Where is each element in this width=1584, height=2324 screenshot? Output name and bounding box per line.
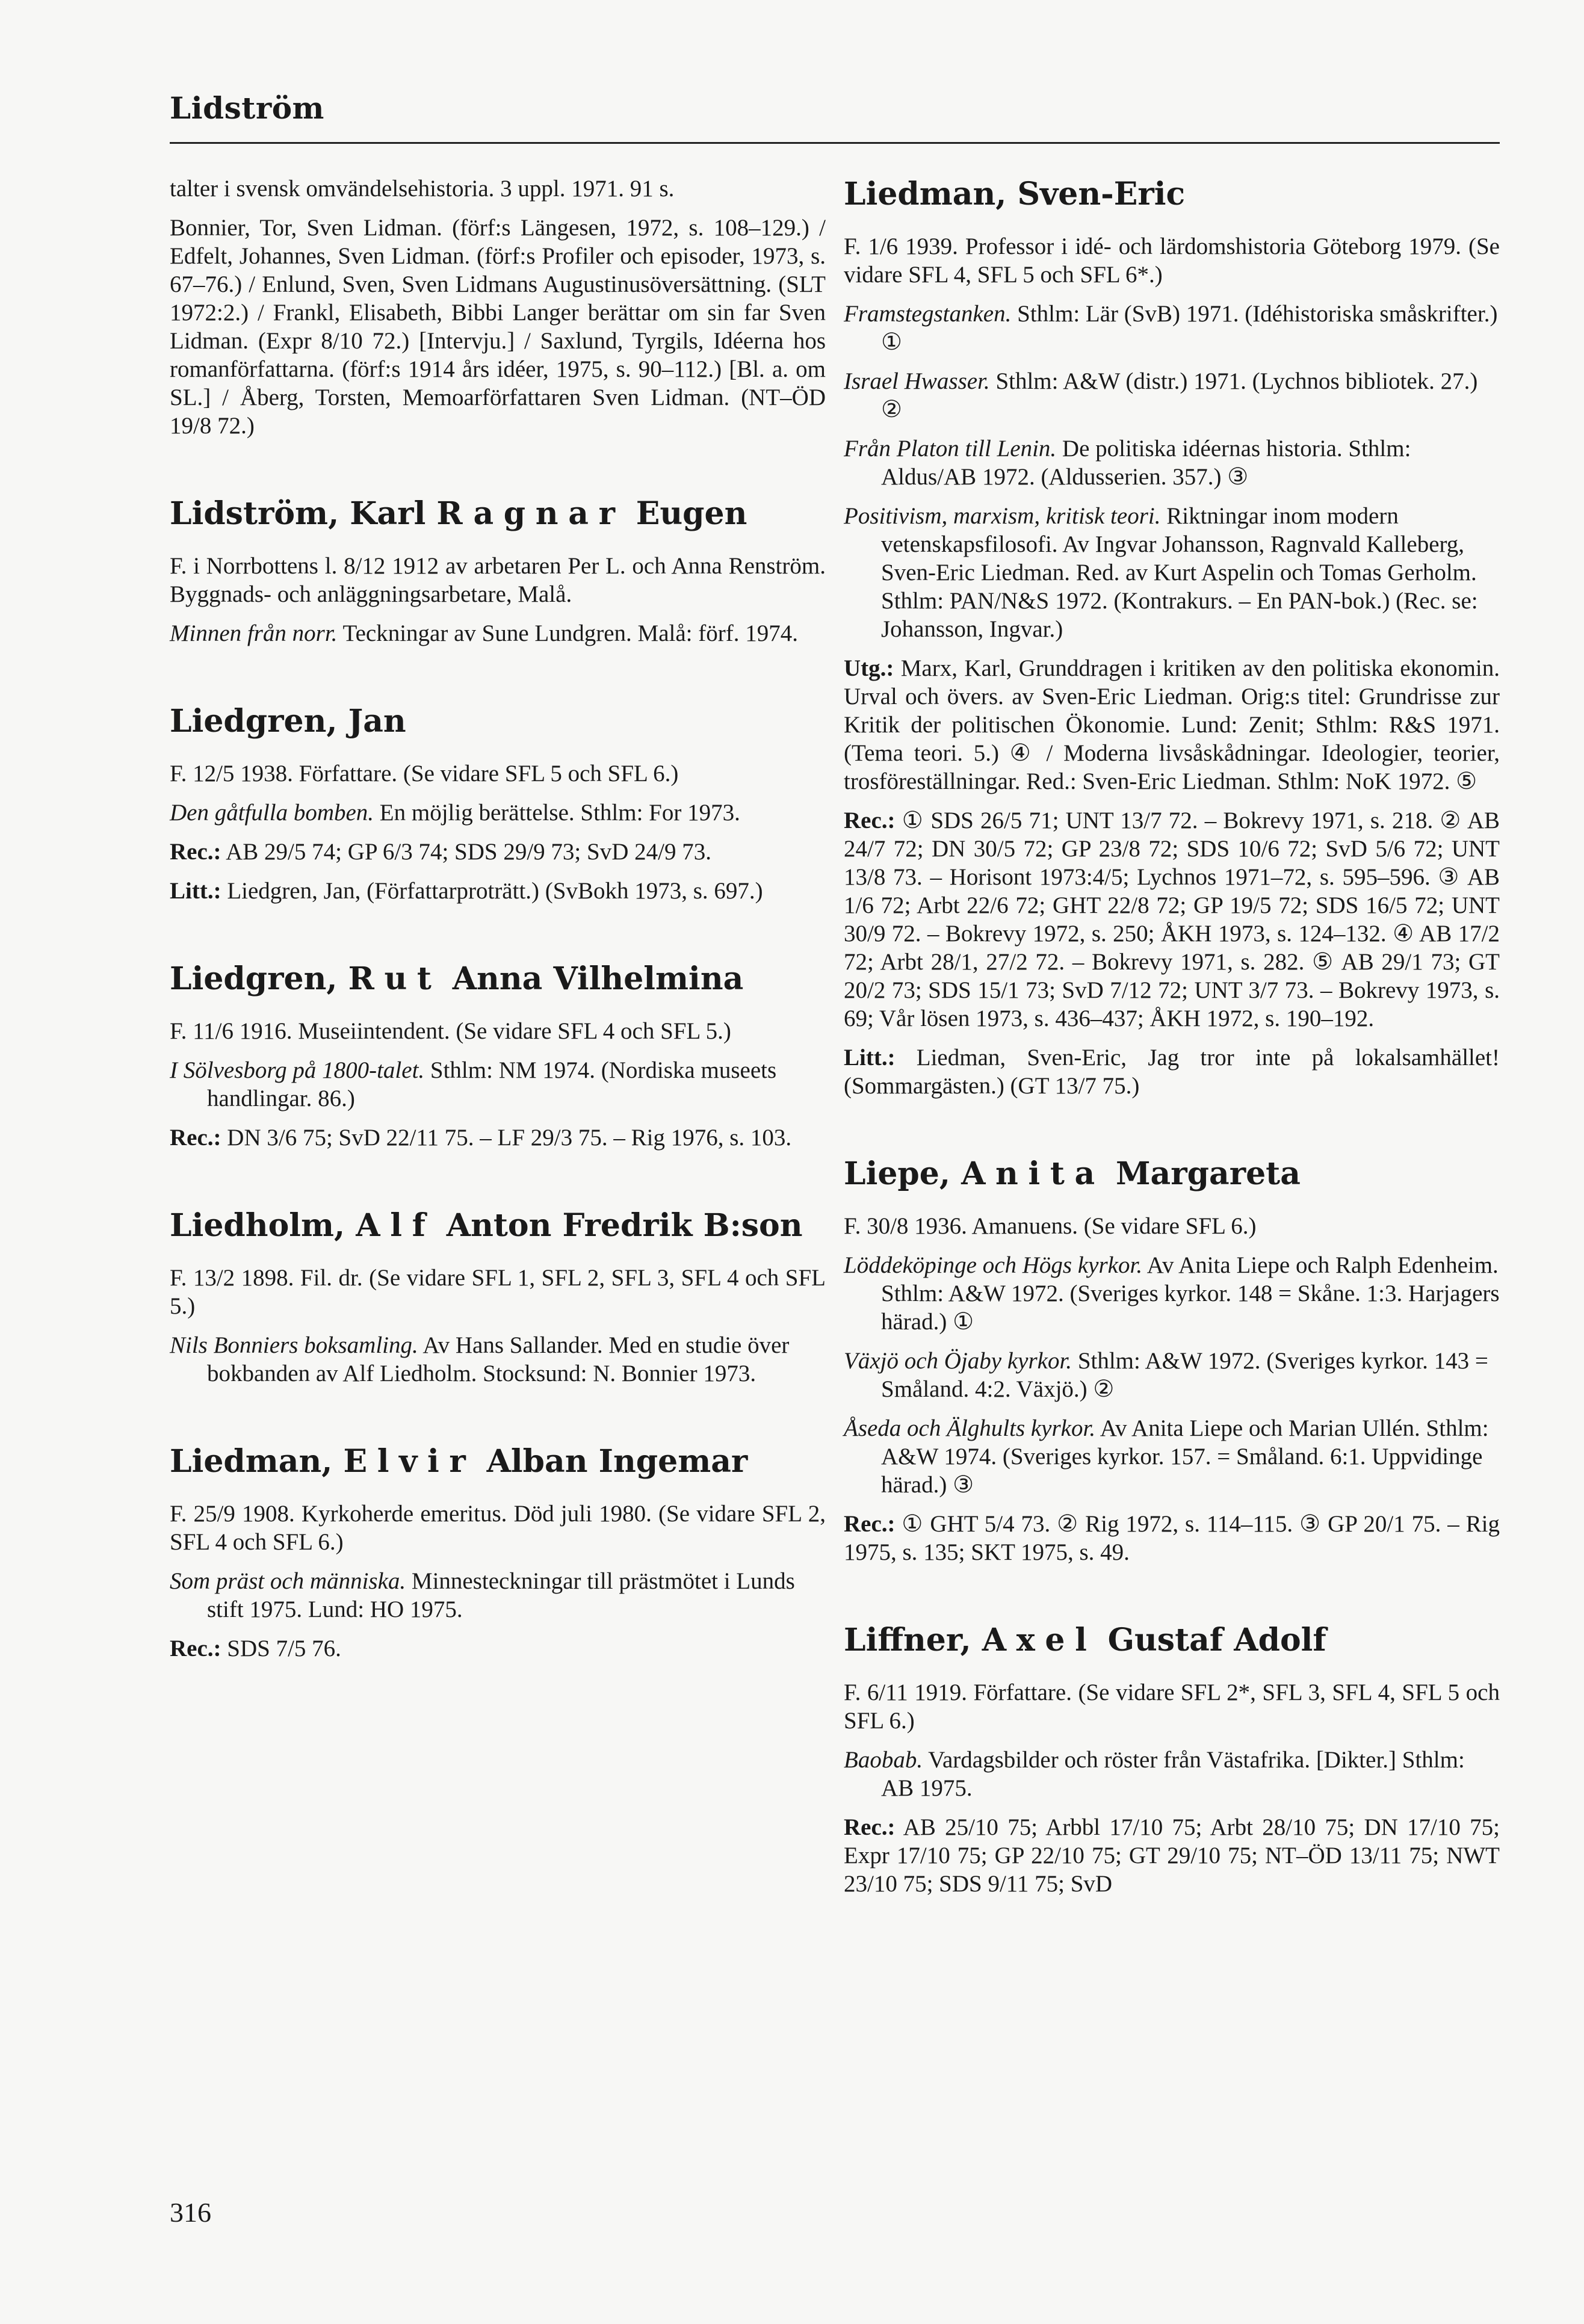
left-column xyxy=(170,175,826,1673)
name-part: Liedman, Sven-Eric xyxy=(844,176,1186,212)
name-part: Liffner, xyxy=(844,1622,982,1658)
work-item xyxy=(844,367,1500,424)
entry-bio: F. 11/6 1916. Museiintendent. (Se vidare SFL 4 och SFL 5.) xyxy=(170,1018,731,1044)
entry-heading xyxy=(170,494,826,534)
entry-liedman-sven-eric xyxy=(844,175,1500,1100)
name-part: Liepe, xyxy=(844,1155,962,1192)
name-part: Liedman, xyxy=(170,1443,344,1480)
running-head: Lidström xyxy=(170,90,324,126)
reviews-text: AB 25/10 75; Arbbl 17/10 75; Arbt 28/10 75; DN 17/10 75; Expr 17/10 75; GP 22/10 75; GT 29/10 75; NT–ÖD 13/11 75; NWT 23/10 75; SDS 9/11 75; SvD xyxy=(844,1814,1500,1897)
work-details: Sthlm: NM 1974. (Nordiska museets handlingar. 86.) xyxy=(207,1057,777,1111)
work-title: Växjö och Öjaby kyrkor. xyxy=(844,1348,1072,1374)
literature-text: Liedgren, Jan, (Författarproträtt.) (SvBokh 1973, s. 697.) xyxy=(221,878,763,904)
reviews xyxy=(844,1813,1500,1898)
literature-label: Litt.: xyxy=(844,1045,896,1071)
reviews-label: Rec.: xyxy=(170,839,221,865)
work-title: Nils Bonniers boksamling. xyxy=(170,1332,418,1358)
reviews xyxy=(170,838,826,866)
entry-heading xyxy=(844,175,1500,214)
entry-bio: F. 25/9 1908. Kyrkoherde emeritus. Död juli 1980. (Se vidare SFL 2, SFL 4 och SFL 6.) xyxy=(170,1501,826,1555)
reviews-label: Rec.: xyxy=(844,1814,896,1840)
work-details: Av Anita Liepe och Marian Ullén. Sthlm: A&W 1974. (Sveriges kyrkor. 157. = Småland. 6:1. Uppvidinge härad.) ③ xyxy=(881,1415,1489,1498)
work-title: Minnen från norr. xyxy=(170,620,338,646)
work-title: Åseda och Älghults kyrkor. xyxy=(844,1415,1096,1441)
reviews-text: AB 29/5 74; GP 6/3 74; SDS 29/9 73; SvD 24/9 73. xyxy=(221,839,711,865)
work-title: Positivism, marxism, kritisk teori. xyxy=(844,503,1161,529)
work-title: I Sölvesborg på 1800-talet. xyxy=(170,1057,425,1083)
header-rule xyxy=(170,142,1500,144)
work-item xyxy=(170,1331,826,1388)
entry-liepe-anita xyxy=(844,1154,1500,1566)
name-part: Margareta xyxy=(1104,1155,1301,1192)
work-item xyxy=(170,799,826,827)
work-title: Löddeköpinge och Högs kyrkor. xyxy=(844,1252,1143,1278)
reviews-text: ① SDS 26/5 71; UNT 13/7 72. – Bokrevy 1971, s. 218. ② AB 24/7 72; DN 30/5 72; GP 23/8 72; SDS 10/6 72; SvD 5/6 72; UNT 13/8 73. – Horisont 1973:4/5; Lychnos 1971–72, s. 595–596. ③ AB 1/6 72; Arbt 22/6 72; GHT 22/8 72; GP 19/5 72; SDS 16/5 72; UNT 30/9 72. – Bokrevy 1972, s. 250; ÅKH 1973, s. 124–132. ④ AB 17/2 72; Arbt 28/1, 27/2 72. – Bokrevy 1971, s. 282. ⑤ AB 29/1 73; GT 20/2 73; SDS 15/1 73; SvD 7/12 72; UNT 3/7 73. – Bokrevy 1973, s. 69; Vår lösen 1973, s. 436–437; ÅKH 1972, s. 190–192. xyxy=(844,808,1500,1031)
work-title: Den gåtfulla bomben. xyxy=(170,800,374,826)
work-title: Från Platon till Lenin. xyxy=(844,436,1057,462)
reviews-text: DN 3/6 75; SvD 22/11 75. – LF 29/3 75. – Rig 1976, s. 103. xyxy=(221,1125,792,1151)
entry-heading xyxy=(170,702,826,741)
reviews xyxy=(170,1634,826,1663)
right-column xyxy=(844,175,1500,1909)
editions-text: Marx, Karl, Grunddragen i kritiken av den politiska ekonomin. Urval och övers. av Sven-Eric Liedman. Orig:s titel: Grundrisse zur Kritik der politischen Ökonomie. Lund: Zenit; Sthlm: R&S 1971. (Tema teori. 5.) ④ / Moderna livsåskådningar. Ideologier, teorier, trosföreställningar. Red.: Sven-Eric Liedman. Sthlm: NoK 1972. ⑤ xyxy=(844,655,1500,794)
work-title: Israel Hwasser. xyxy=(844,368,990,394)
entry-liffner-axel xyxy=(844,1621,1500,1898)
entry-bio: F. 12/5 1938. Författare. (Se vidare SFL 5 och SFL 6.) xyxy=(170,761,679,787)
work-item xyxy=(844,502,1500,643)
entry-bio: F. 13/2 1898. Fil. dr. (Se vidare SFL 1, SFL 2, SFL 3, SFL 4 och SFL 5.) xyxy=(170,1265,826,1319)
continuation-entry xyxy=(170,175,826,440)
reviews-text: SDS 7/5 76. xyxy=(221,1636,341,1661)
work-details: Av Hans Sallander. Med en studie över bokbanden av Alf Liedholm. Stocksund: N. Bonnier 1973. xyxy=(207,1332,790,1386)
entry-heading xyxy=(170,1206,826,1246)
reviews xyxy=(844,1510,1500,1566)
name-part: Anna Vilhelmina xyxy=(441,960,744,997)
work-details: Sthlm: A&W (distr.) 1971. (Lychnos bibliotek. 27.) ② xyxy=(881,368,1478,422)
continuation-line: Bonnier, Tor, Sven Lidman. (förf:s Längesen, 1972, s. 108–129.) / Edfelt, Johannes, Sven Lidman. (förf:s Profiler och episoder, 1973, s. 67–76.) / Enlund, Sven, Sven Lidmans Augustinusöversättning. (SLT 1972:2.) / Frankl, Elisabeth, Bibbi Langer berättar om sin far Sven Lidman. (Expr 8/10 72.) [Intervju.] / Saxlund, Tyrgils, Idéerna hos romanförfattarna. (förf:s 1914 års idéer, 1975, s. 90–112.) [Bl. a. om SL.] / Åberg, Torsten, Memoarförfattaren Sven Lidman. (NT–ÖD 19/8 72.) xyxy=(170,215,826,439)
work-details: Riktningar inom modern vetenskapsfilosofi. Av Ingvar Johansson, Ragnvald Kalleberg, Sven-Eric Liedman. Red. av Kurt Aspelin och Tomas Gerholm. Sthlm: PAN/N&S 1972. (Kontrakurs. – En PAN-bok.) (Rec. se: Johansson, Ingvar.) xyxy=(881,503,1478,642)
page-number: 316 xyxy=(170,2197,211,2228)
work-details: Minnesteckningar till prästmötet i Lunds stift 1975. Lund: HO 1975. xyxy=(207,1568,795,1622)
editions xyxy=(844,654,1500,796)
name-part-spaced: Alf xyxy=(356,1207,436,1244)
entry-liedman-elvir xyxy=(170,1442,826,1663)
work-item xyxy=(844,434,1500,491)
work-details: Vardagsbilder och röster från Västafrika. [Dikter.] Sthlm: AB 1975. xyxy=(881,1747,1465,1801)
name-part: Liedgren, Jan xyxy=(170,703,406,740)
name-part: Anton Fredrik B:son xyxy=(435,1207,803,1244)
work-item xyxy=(844,1746,1500,1802)
name-part: Alban Ingemar xyxy=(475,1443,748,1480)
entry-heading xyxy=(844,1621,1500,1660)
name-part: Lidström, Karl xyxy=(170,495,437,532)
continuation-line: talter i svensk omvändelsehistoria. 3 uppl. 1971. 91 s. xyxy=(170,176,675,202)
reviews-label: Rec.: xyxy=(170,1125,221,1151)
entry-heading xyxy=(844,1154,1500,1194)
reviews-label: Rec.: xyxy=(844,808,896,833)
name-part-spaced: Ragnar xyxy=(436,495,625,532)
work-title: Som präst och människa. xyxy=(170,1568,406,1594)
work-item xyxy=(844,1347,1500,1403)
work-item xyxy=(844,1251,1500,1336)
entry-bio: F. 30/8 1936. Amanuens. (Se vidare SFL 6.) xyxy=(844,1213,1257,1239)
entry-liedholm-alf xyxy=(170,1206,826,1388)
name-part-spaced: Anita xyxy=(961,1155,1105,1192)
work-item xyxy=(844,300,1500,356)
name-part-spaced: Rut xyxy=(348,960,442,997)
name-part-spaced: Elvir xyxy=(343,1443,476,1480)
work-details: Sthlm: Lär (SvB) 1971. (Idéhistoriska småskrifter.) ① xyxy=(881,301,1498,355)
literature xyxy=(844,1043,1500,1100)
literature xyxy=(170,877,826,905)
entry-bio: F. 6/11 1919. Författare. (Se vidare SFL 2*, SFL 3, SFL 4, SFL 5 och SFL 6.) xyxy=(844,1680,1500,1734)
entry-heading xyxy=(170,959,826,999)
work-title: Baobab. xyxy=(844,1747,923,1773)
entry-bio: F. i Norrbottens l. 8/12 1912 av arbetaren Per L. och Anna Renström. Byggnads- och anläggningsarbetare, Malå. xyxy=(170,553,826,607)
work-details: Sthlm: A&W 1972. (Sveriges kyrkor. 143 = Småland. 4:2. Växjö.) ② xyxy=(881,1348,1488,1402)
name-part: Liedgren, xyxy=(170,960,348,997)
editions-label: Utg.: xyxy=(844,655,894,681)
name-part: Gustaf Adolf xyxy=(1097,1622,1326,1658)
work-details: Av Anita Liepe och Ralph Edenheim. Sthlm: A&W 1972. (Sveriges kyrkor. 148 = Skåne. 1:3. Harjagers härad.) ① xyxy=(881,1252,1500,1335)
work-item xyxy=(170,1567,826,1624)
name-part: Liedholm, xyxy=(170,1207,356,1244)
entry-lidstrom-karl xyxy=(170,494,826,647)
work-details: Teckningar av Sune Lundgren. Malå: förf. 1974. xyxy=(337,620,798,646)
work-item xyxy=(844,1414,1500,1499)
entry-liedgren-jan xyxy=(170,702,826,905)
name-part-spaced: Axel xyxy=(982,1622,1097,1658)
name-part: Eugen xyxy=(625,495,747,532)
work-title: Framstegstanken. xyxy=(844,301,1012,327)
work-details: En möjlig berättelse. Sthlm: For 1973. xyxy=(374,800,740,826)
work-item xyxy=(170,619,826,647)
reviews xyxy=(170,1123,826,1152)
entry-heading xyxy=(170,1442,826,1482)
reviews-label: Rec.: xyxy=(844,1511,896,1537)
work-details: De politiska idéernas historia. Sthlm: Aldus/AB 1972. (Aldusserien. 357.) ③ xyxy=(881,436,1411,490)
entry-bio: F. 1/6 1939. Professor i idé- och lärdomshistoria Göteborg 1979. (Se vidare SFL 4, SFL 5 och SFL 6*.) xyxy=(844,233,1500,288)
entry-liedgren-rut xyxy=(170,959,826,1152)
reviews-text: ① GHT 5/4 73. ② Rig 1972, s. 114–115. ③ GP 20/1 75. – Rig 1975, s. 135; SKT 1975, s. 49. xyxy=(844,1511,1500,1565)
reviews-label: Rec.: xyxy=(170,1636,221,1661)
work-item xyxy=(170,1056,826,1113)
literature-label: Litt.: xyxy=(170,878,221,904)
literature-text: Liedman, Sven-Eric, Jag tror inte på lokalsamhället! (Sommargästen.) (GT 13/7 75.) xyxy=(844,1045,1500,1099)
reviews xyxy=(844,806,1500,1033)
